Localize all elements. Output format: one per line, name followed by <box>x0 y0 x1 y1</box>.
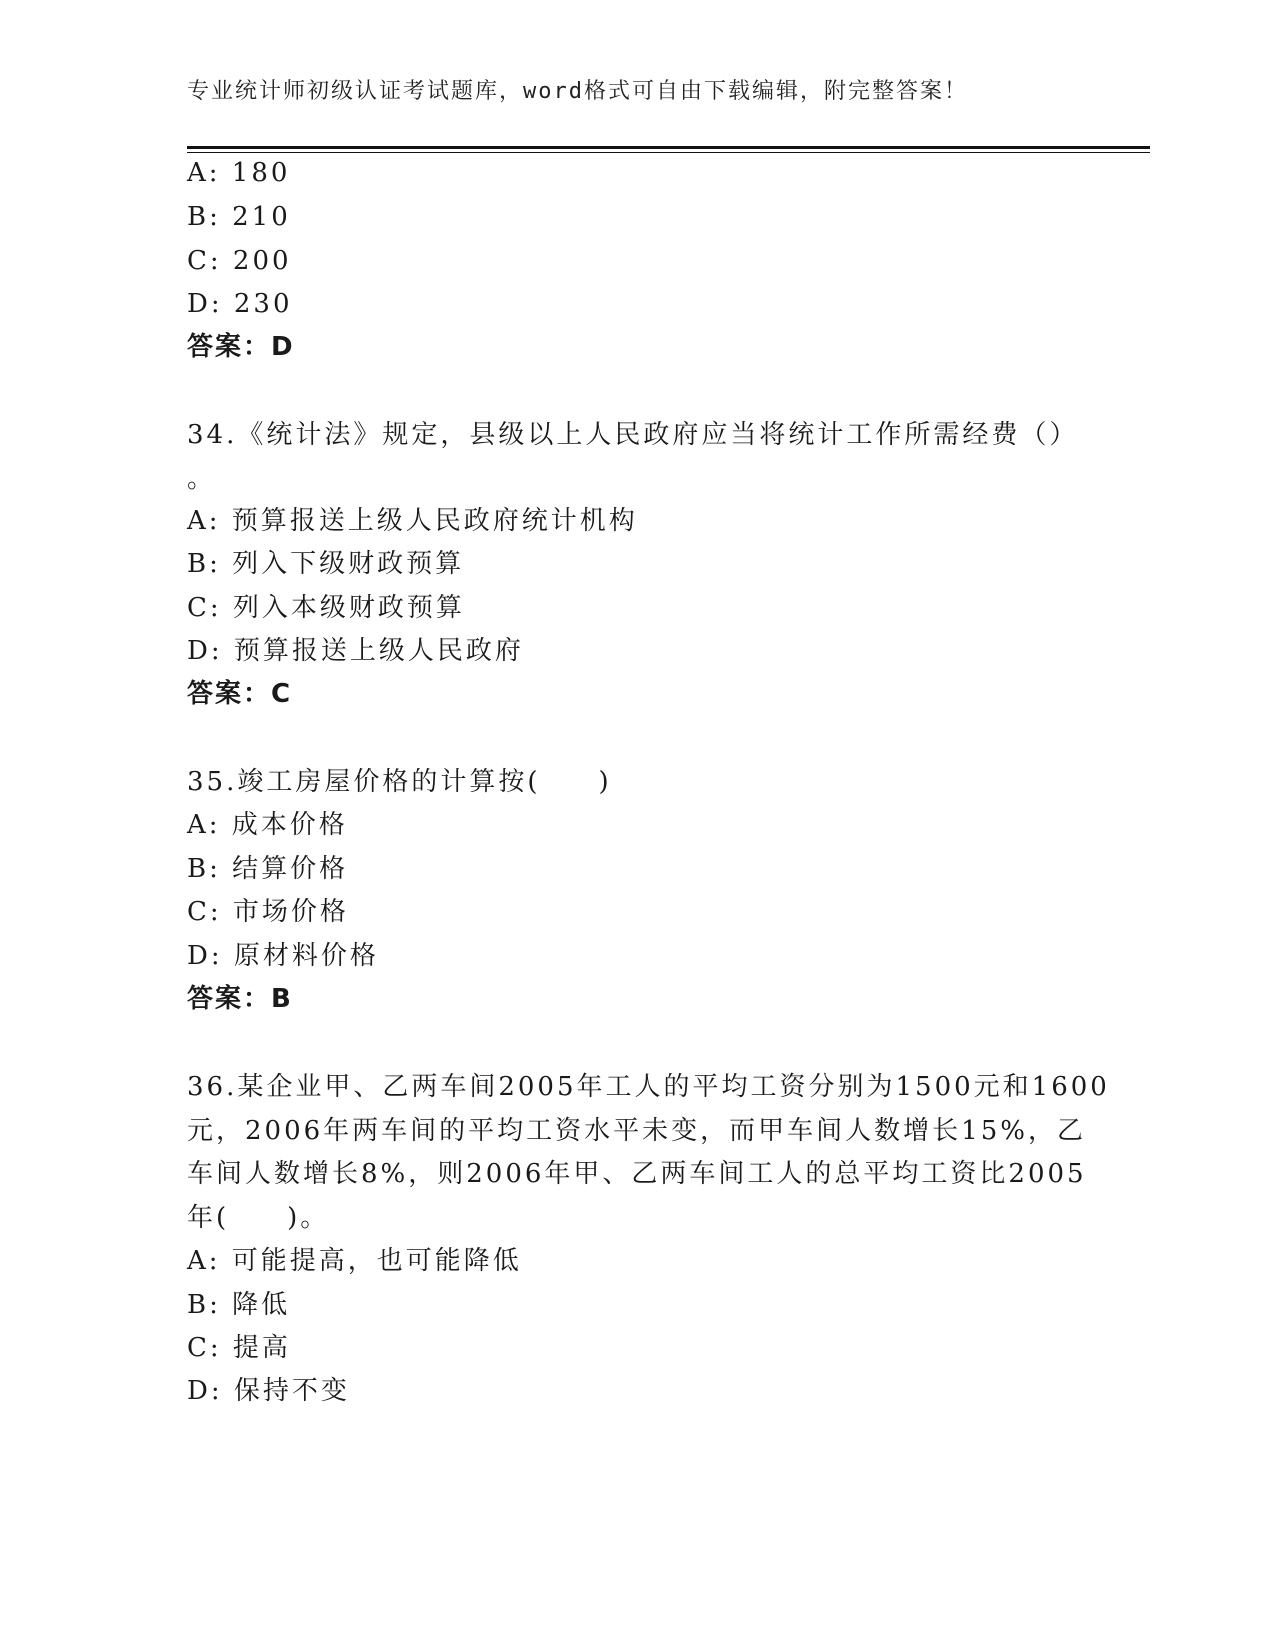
option-c: C: 200 <box>187 246 292 276</box>
option-d: D: 原材料价格 <box>187 941 379 971</box>
option-c: C: 列入本级财政预算 <box>187 593 465 623</box>
option-c: C: 提高 <box>187 1333 291 1363</box>
option-a: A: 180 <box>187 158 291 188</box>
option-d: D: 保持不变 <box>187 1376 350 1406</box>
answer: 答案：D <box>187 332 295 362</box>
question-stem: 35.竣工房屋价格的计算按( ) <box>187 767 612 797</box>
question-stem-line-2: 元，2006年两车间的平均工资水平未变，而甲车间人数增长15%，乙 <box>187 1116 1086 1146</box>
option-b: B: 210 <box>187 202 291 232</box>
question-stem-line-3: 车间人数增长8%，则2006年甲、乙两车间工人的总平均工资比2005 <box>187 1159 1087 1189</box>
question-stem: 34.《统计法》规定，县级以上人民政府应当将统计工作所需经费（） <box>187 420 1079 450</box>
answer: 答案：C <box>187 679 293 709</box>
header-divider-thin <box>187 152 1150 153</box>
option-d: D: 230 <box>187 289 293 319</box>
option-a: A: 成本价格 <box>187 810 348 840</box>
option-c: C: 市场价格 <box>187 897 349 927</box>
page-header: 专业统计师初级认证考试题库，word格式可自由下载编辑，附完整答案！ <box>187 79 968 104</box>
question-stem-continued: 。 <box>187 464 217 494</box>
option-b: B: 结算价格 <box>187 854 349 884</box>
header-divider-thick <box>187 146 1150 149</box>
answer: 答案：B <box>187 984 293 1014</box>
question-stem: 36.某企业甲、乙两车间2005年工人的平均工资分别为1500元和1600 <box>187 1072 1110 1102</box>
option-a: A: 可能提高，也可能降低 <box>187 1246 522 1276</box>
option-b: B: 列入下级财政预算 <box>187 549 465 579</box>
question-stem-line-4: 年( )。 <box>187 1203 330 1233</box>
option-a: A: 预算报送上级人民政府统计机构 <box>187 506 638 536</box>
option-b: B: 降低 <box>187 1290 291 1320</box>
option-d: D: 预算报送上级人民政府 <box>187 636 524 666</box>
